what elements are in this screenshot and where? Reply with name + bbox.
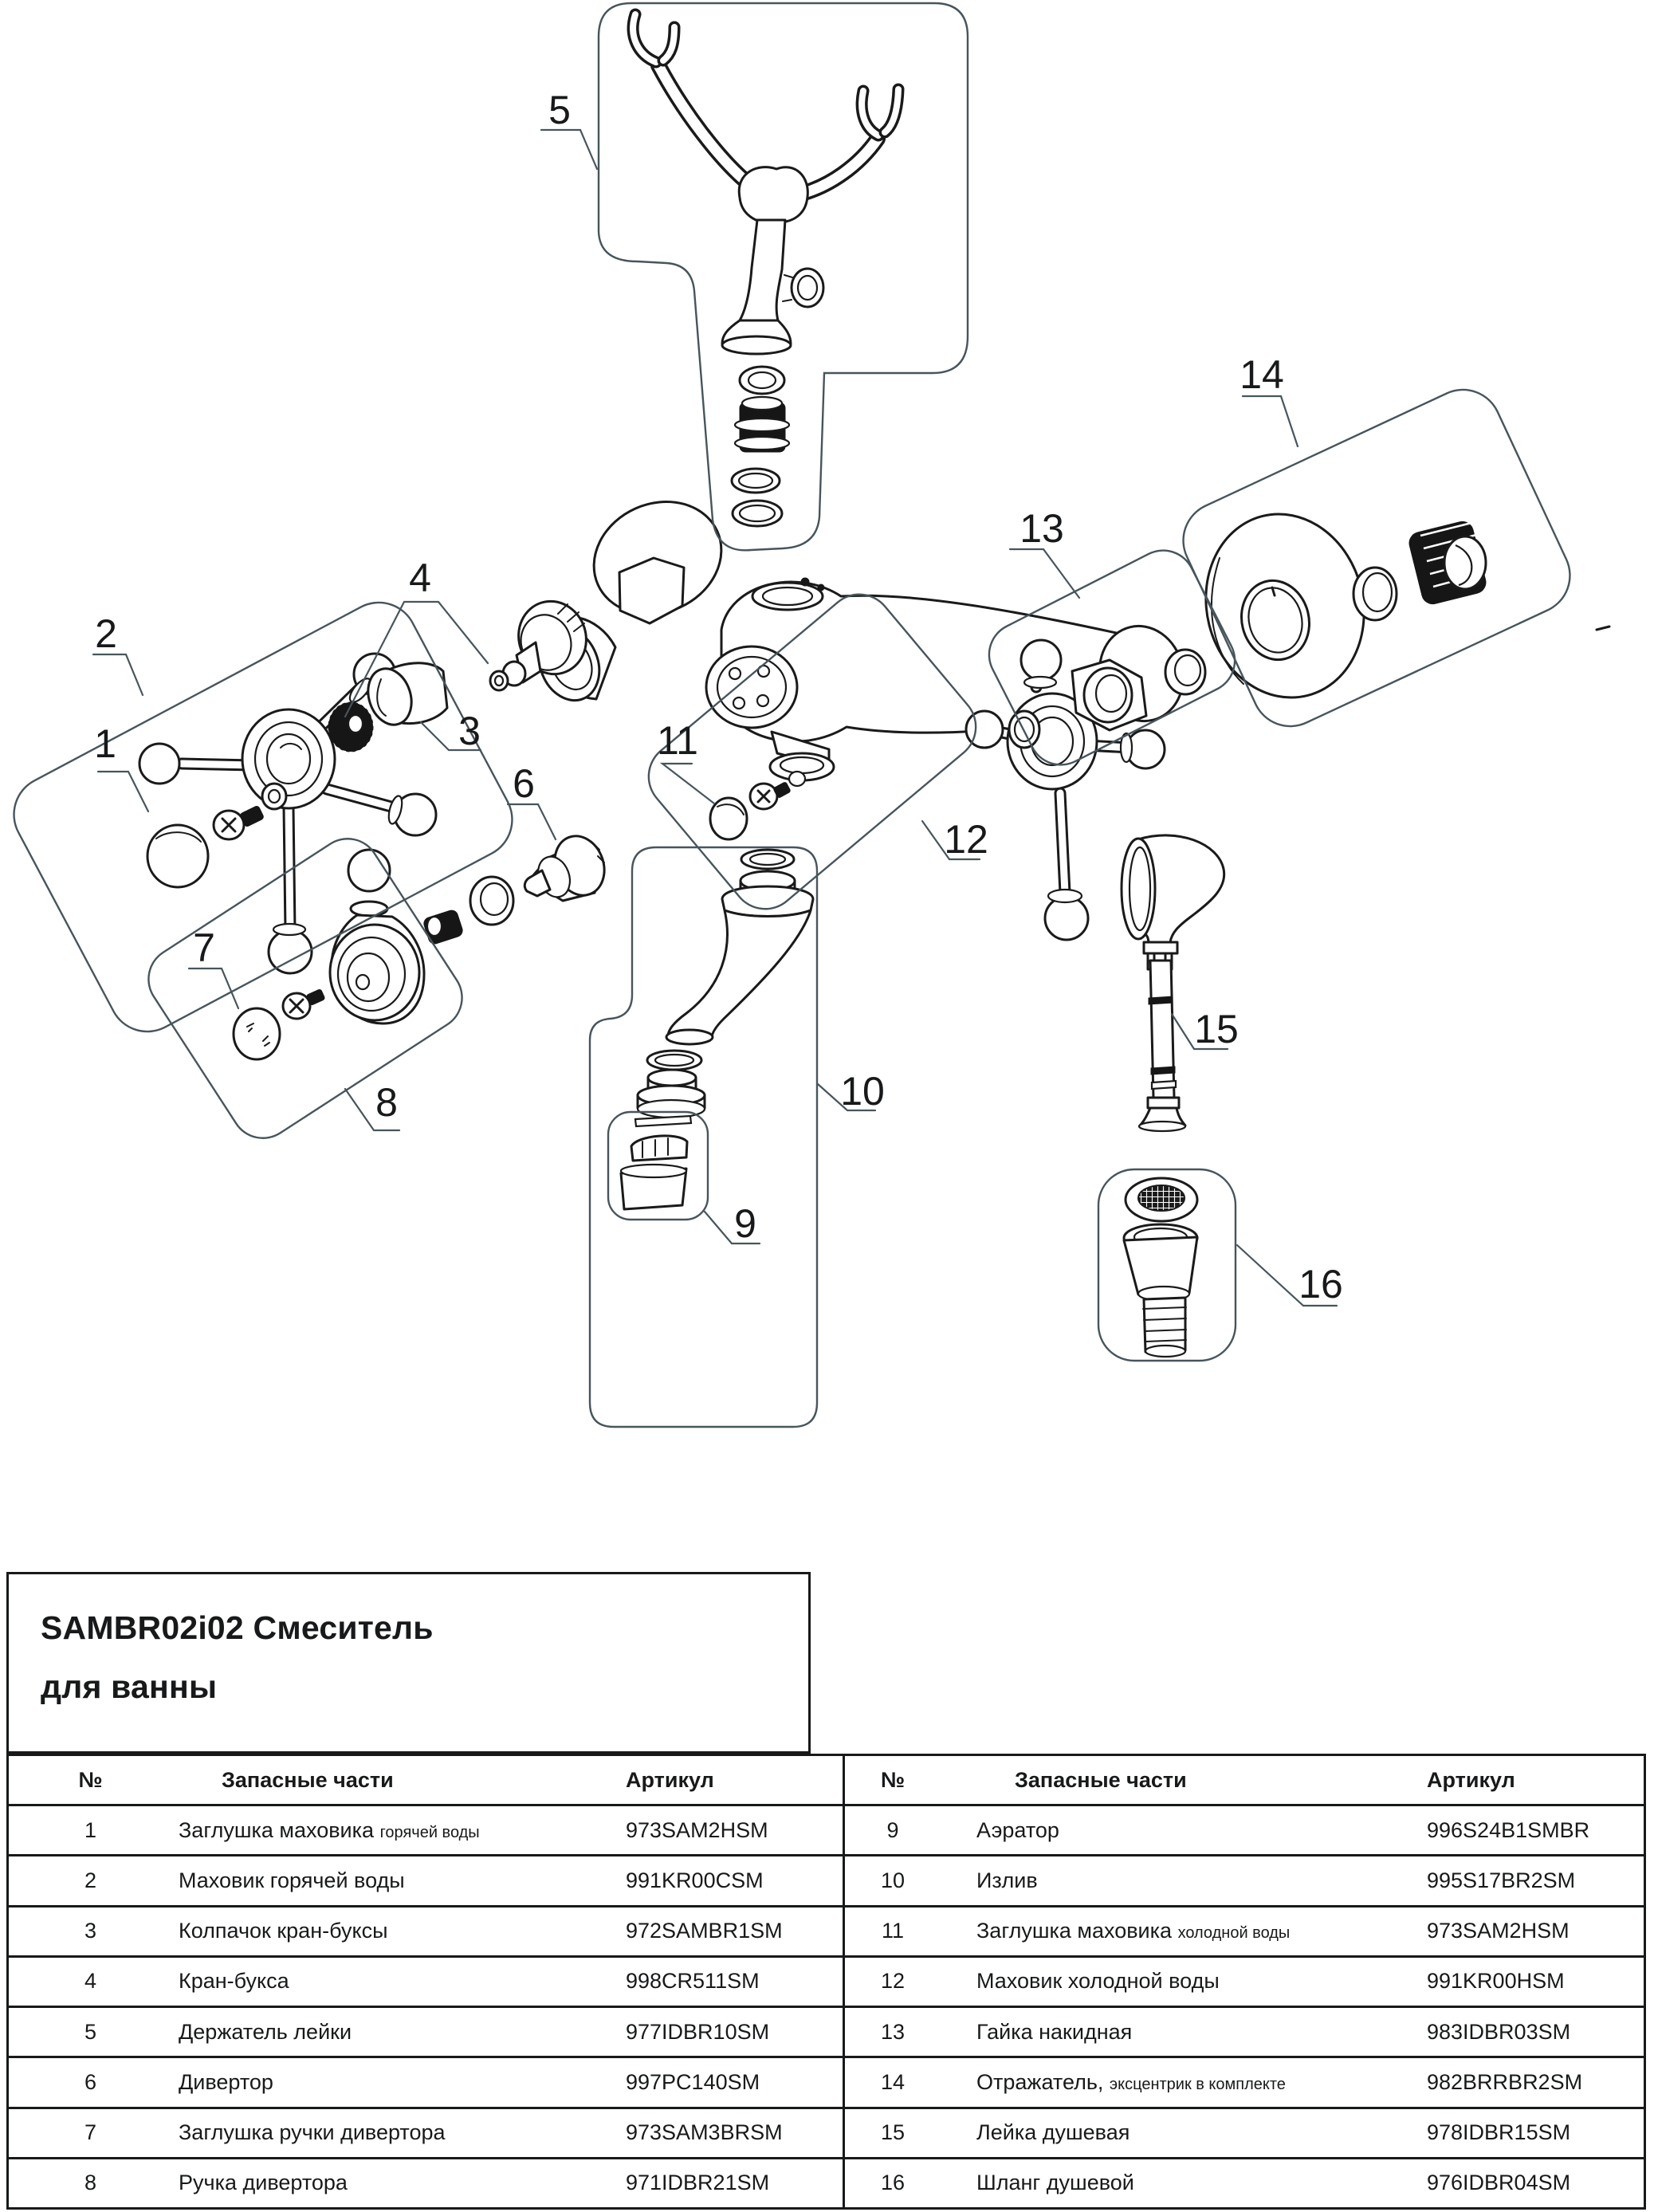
callout-11-label: 11 — [657, 718, 698, 763]
callout-16 — [1237, 1245, 1343, 1306]
table-row: 1 Заглушка маховика горячей воды 973SAM2HSM — [9, 1804, 843, 1854]
callout-2-label: 2 — [95, 611, 117, 656]
header-sku: Артикул — [1427, 1767, 1515, 1792]
callout-13 — [1010, 506, 1079, 598]
callout-10-label: 10 — [840, 1069, 885, 1114]
part-holder-fork — [633, 14, 898, 526]
parts-table-left — [9, 1756, 845, 2207]
callout-7-label: 7 — [193, 925, 215, 970]
table-row: 14 Отражатель, эксцентрик в комплекте 982BRRBR2SM — [845, 2056, 1644, 2106]
callout-11 — [657, 718, 714, 803]
table-row: 5 Держатель лейки 977IDBR10SM — [9, 2006, 843, 2056]
callout-4-label: 4 — [409, 556, 431, 600]
parts-table-right — [845, 1756, 1644, 2207]
table-row: 13 Гайка накидная 983IDBR03SM — [845, 2006, 1644, 2056]
callout-8-label: 8 — [375, 1080, 398, 1125]
callout-16-label: 16 — [1298, 1262, 1343, 1306]
header-num: № — [880, 1767, 906, 1792]
table-row: 11 Заглушка маховика холодной воды 973SAM2HSM — [845, 1905, 1644, 1955]
table-row: 7 Заглушка ручки дивертора 973SAM3BRSM — [9, 2107, 843, 2157]
header-sku: Артикул — [626, 1767, 714, 1792]
callout-12 — [922, 817, 988, 862]
table-row: 15 Лейка душевая 978IDBR15SM — [845, 2107, 1644, 2157]
callout-6 — [508, 761, 556, 839]
callout-8 — [345, 1080, 399, 1130]
drawing-title-line1: SAMBR02i02 Смеситель — [41, 1609, 434, 1646]
callout-13-label: 13 — [1020, 506, 1064, 551]
callout-12-label: 12 — [944, 817, 988, 862]
callout-14-label: 14 — [1240, 352, 1284, 397]
table-row: 16 Шланг душевой 976IDBR04SM — [845, 2157, 1644, 2207]
header-parts: Запасные части — [1015, 1767, 1187, 1792]
callout-3-label: 3 — [458, 709, 481, 753]
callout-1-label: 1 — [94, 721, 116, 766]
header-parts: Запасные части — [222, 1767, 394, 1792]
callout-6-label: 6 — [513, 761, 535, 806]
escutcheon-cluster — [1187, 497, 1609, 715]
table-row: 3 Колпачок кран-буксы 972SAMBR1SM — [9, 1905, 843, 1955]
callout-5 — [541, 88, 597, 169]
callout-15-label: 15 — [1194, 1007, 1239, 1051]
table-header-right — [845, 1756, 1644, 1804]
box-part-5 — [599, 3, 968, 550]
shower-head — [1122, 835, 1224, 1131]
table-row: 6 Дивертор 997PC140SM — [9, 2056, 843, 2106]
table-row: 4 Кран-букса 998CR511SM — [9, 1955, 843, 2006]
callout-14 — [1240, 352, 1298, 446]
callout-9-label: 9 — [734, 1201, 756, 1246]
table-row: 10 Излив 995S17BR2SM — [845, 1854, 1644, 1904]
drawing-title-box — [6, 1572, 811, 1754]
shower-hose — [1124, 1178, 1197, 1357]
table-row: 9 Аэратор 996S24B1SMBR — [845, 1804, 1644, 1854]
header-num: № — [78, 1767, 103, 1792]
callout-10 — [818, 1069, 885, 1114]
callout-15 — [1172, 1007, 1239, 1051]
table-row: 12 Маховик холодной воды 991KR00HSM — [845, 1955, 1644, 2006]
callout-2 — [93, 611, 143, 695]
table-row: 8 Ручка дивертора 971IDBR21SM — [9, 2157, 843, 2207]
parts-table — [6, 1754, 1646, 2210]
table-header-left — [9, 1756, 843, 1804]
drawing-title-line2: для ванны — [41, 1668, 218, 1705]
table-row: 2 Маховик горячей воды 991KR00CSM — [9, 1854, 843, 1904]
callout-7 — [189, 925, 238, 1008]
callout-9 — [705, 1201, 760, 1246]
callout-5-label: 5 — [548, 88, 571, 132]
